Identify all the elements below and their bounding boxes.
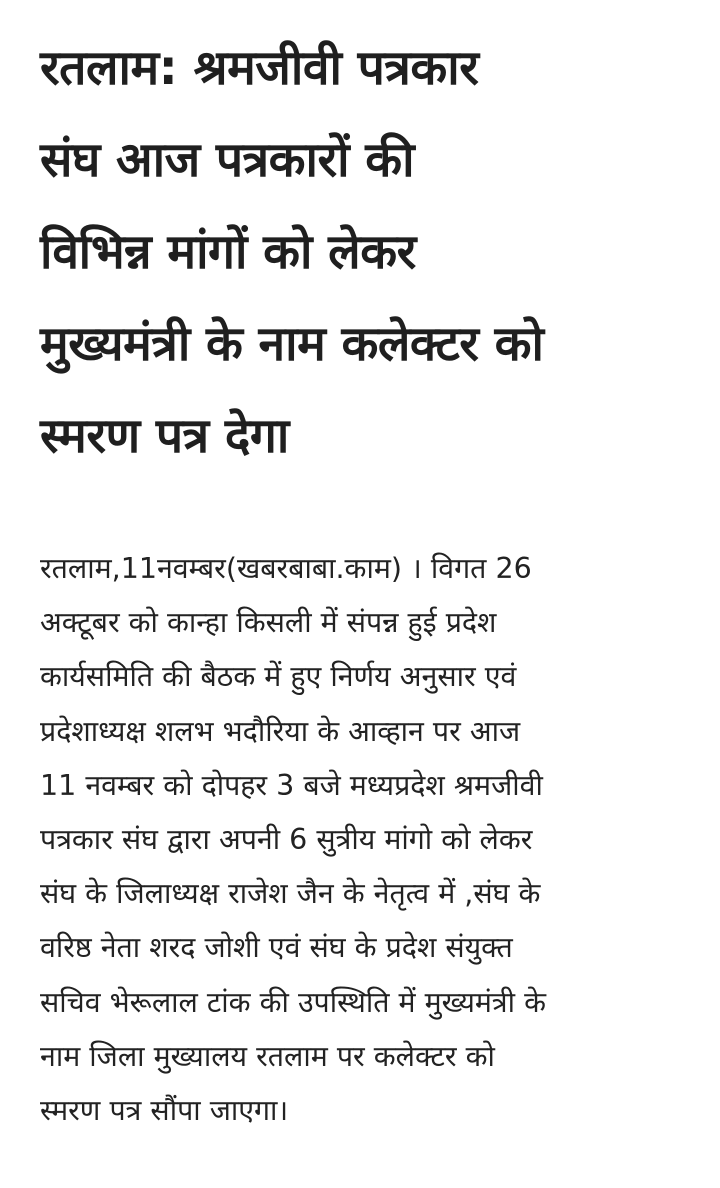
body-line: स्मरण पत्र सौंपा जाएगा। xyxy=(40,1094,289,1128)
article-headline xyxy=(40,22,690,482)
news-article xyxy=(40,22,690,1128)
body-line: कार्यसमिति की बैठक में हुए निर्णय अनुसार एवं xyxy=(40,660,517,694)
body-line: प्रदेशाध्यक्ष शलभ भदौरिया के आव्हान पर आज xyxy=(40,714,521,748)
headline-line: मुख्यमंत्री के नाम कलेक्टर को xyxy=(40,316,544,372)
headline-line: स्मरण पत्र देगा xyxy=(40,408,289,464)
body-line: नाम जिला मुख्यालय रतलाम पर कलेक्टर को xyxy=(40,1039,495,1073)
headline-line: रतलाम: श्रमजीवी पत्रकार xyxy=(40,40,479,96)
body-line: संघ के जिलाध्यक्ष राजेश जैन के नेतृत्व में ,संघ के xyxy=(40,877,541,911)
body-line: पत्रकार संघ द्वारा अपनी 6 सुत्रीय मांगो को लेकर xyxy=(40,823,533,857)
body-line: रतलाम,11नवम्बर(खबरबाबा.काम) । विगत 26 xyxy=(40,552,532,585)
article-body xyxy=(40,542,690,1138)
body-line: वरिष्ठ नेता शरद जोशी एवं संघ के प्रदेश संयुक्त xyxy=(40,931,513,965)
headline-line: संघ आज पत्रकारों की xyxy=(40,132,415,188)
body-line: 11 नवम्बर को दोपहर 3 बजे मध्यप्रदेश श्रमजीवी xyxy=(40,768,543,802)
body-line: अक्टूबर को कान्हा किसली में संपन्न हुई प्रदेश xyxy=(40,606,497,640)
headline-line: विभिन्न मांगों को लेकर xyxy=(40,224,416,280)
body-line: सचिव भेरूलाल टांक की उपस्थिति में मुख्यमंत्री के xyxy=(40,985,546,1019)
